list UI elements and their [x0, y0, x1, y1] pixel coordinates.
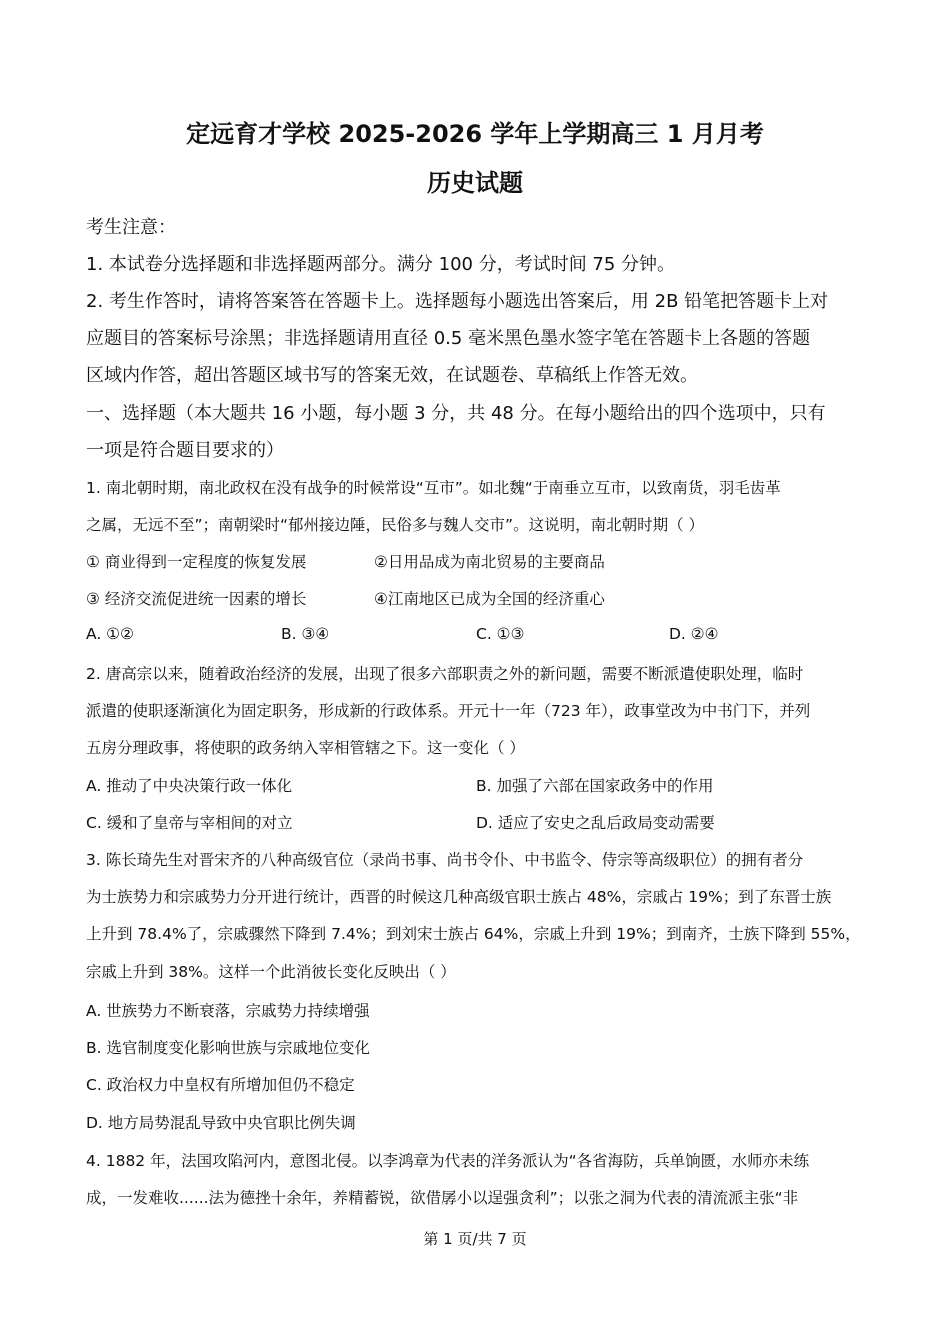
q2-stem-line-2: 派遣的使职逐渐演化为固定职务，形成新的行政体系。开元十一年（723 年），政事堂改为中书门下，并列: [86, 702, 811, 720]
q3-option-b: B. 选官制度变化影响世族与宗戚地位变化: [86, 1039, 370, 1057]
q4-stem-line-1: 4. 1882 年，法国攻陷河内，意图北侵。以李鸿章为代表的洋务派认为“各省海防，兵单饷匮，水师亦未练: [86, 1152, 810, 1170]
q1-statement-1: ① 商业得到一定程度的恢复发展: [86, 553, 307, 571]
notice-item-1: 1. 本试卷分选择题和非选择题两部分。满分 100 分，考试时间 75 分钟。: [86, 254, 676, 275]
q3-option-d: D. 地方局势混乱导致中央官职比例失调: [86, 1114, 356, 1132]
q1-stem-line-2: 之属，无远不至”；南朝梁时“郁州接边陲，民俗多与魏人交市”。这说明，南北朝时期（ ）: [86, 516, 705, 534]
q2-stem-line-3: 五房分理政事，将使职的政务纳入宰相管辖之下。这一变化（ ）: [86, 739, 525, 757]
q1-statement-3: ③ 经济交流促进统一因素的增长: [86, 590, 307, 608]
section-heading-line-1: 一、选择题（本大题共 16 小题，每小题 3 分，共 48 分。在每小题给出的四个选项中，只有: [86, 403, 826, 424]
q4-stem-line-2: 成，一发难收......法为德挫十余年，养精蓄锐，欲借孱小以逞强贪利”；以张之洞为代表的清流派主张“非: [86, 1189, 799, 1207]
notice-item-2-line-2: 应题目的答案标号涂黑；非选择题请用直径 0.5 毫米黑色墨水签字笔在答题卡上各题的答题: [86, 328, 811, 349]
q3-option-a: A. 世族势力不断衰落，宗戚势力持续增强: [86, 1002, 370, 1020]
q3-stem-line-3: 上升到 78.4%了，宗戚骤然下降到 7.4%；到刘宋士族占 64%，宗戚上升到 19%；到南齐，士族下降到 55%，: [86, 925, 861, 943]
q1-statement-2: ②日用品成为南北贸易的主要商品: [374, 553, 605, 571]
q1-statement-4: ④江南地区已成为全国的经济重心: [374, 590, 605, 608]
notice-item-2-line-3: 区域内作答，超出答题区域书写的答案无效，在试题卷、草稿纸上作答无效。: [86, 365, 698, 386]
q3-stem-line-4: 宗戚上升到 38%。这样一个此消彼长变化反映出（ ）: [86, 963, 456, 981]
q3-option-c: C. 政治权力中皇权有所增加但仍不稳定: [86, 1076, 355, 1094]
subject-title: 历史试题: [427, 169, 523, 197]
notice-item-2-line-1: 2. 考生作答时，请将答案答在答题卡上。选择题每小题选出答案后，用 2B 铅笔把答题卡上对: [86, 291, 829, 312]
q2-option-c: C. 缓和了皇帝与宰相间的对立: [86, 814, 293, 832]
q1-option-a: A. ①②: [86, 625, 134, 643]
q1-option-c: C. ①③: [476, 625, 525, 643]
q2-option-a: A. 推动了中央决策行政一体化: [86, 777, 293, 795]
q2-option-b: B. 加强了六部在国家政务中的作用: [476, 777, 714, 795]
q3-stem-line-2: 为士族势力和宗戚势力分开进行统计，西晋的时候这几种高级官职士族占 48%，宗戚占 19%；到了东晋士族: [86, 888, 832, 906]
q1-option-b: B. ③④: [281, 625, 330, 643]
q2-stem-line-1: 2. 唐高宗以来，随着政治经济的发展，出现了很多六部职责之外的新问题，需要不断派遣使职处理，临时: [86, 665, 804, 683]
q1-option-d: D. ②④: [669, 625, 719, 643]
q3-stem-line-1: 3. 陈长琦先生对晋宋齐的八种高级官位（录尚书事、尚书令仆、中书监令、侍宗等高级职位）的拥有者分: [86, 851, 804, 869]
notice-heading: 考生注意：: [86, 217, 176, 238]
q1-stem-line-1: 1. 南北朝时期，南北政权在没有战争的时候常设“互市”。如北魏“于南垂立互市，以致南货，羽毛齿革: [86, 479, 781, 497]
exam-title: 定远育才学校 2025-2026 学年上学期高三 1 月月考: [186, 120, 764, 148]
q2-option-d: D. 适应了安史之乱后政局变动需要: [476, 814, 715, 832]
page-number: 第 1 页/共 7 页: [423, 1230, 527, 1248]
section-heading-line-2: 一项是符合题目要求的）: [86, 440, 284, 461]
